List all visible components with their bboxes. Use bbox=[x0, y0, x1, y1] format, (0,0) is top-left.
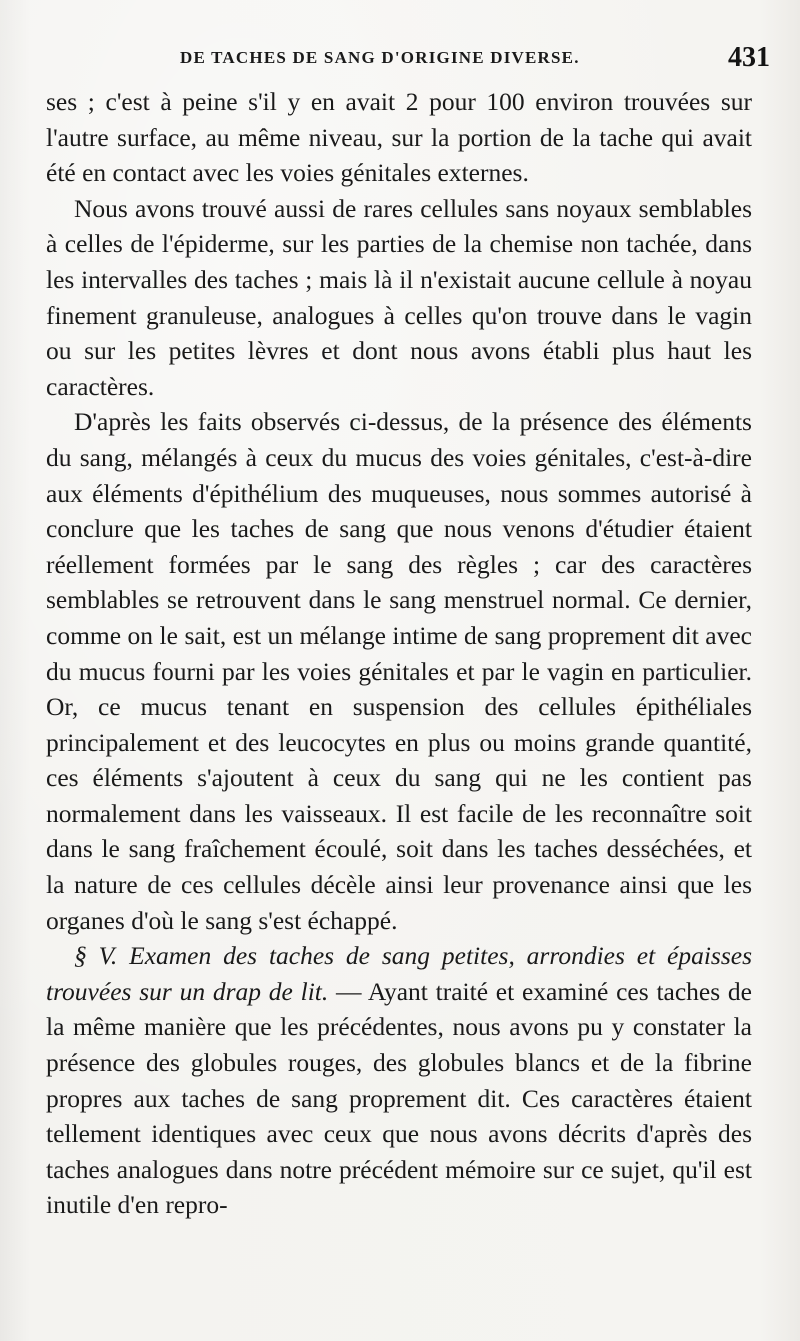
running-title: DE TACHES DE SANG D'ORIGINE DIVERSE. bbox=[180, 48, 580, 67]
body-text bbox=[46, 84, 752, 1223]
page-number: 431 bbox=[728, 42, 770, 73]
paragraph-3: D'après les faits observés ci-dessus, de la présence des éléments du sang, mélangés à ceux du mucus des voies génitales, c'est-à-dire aux éléments d'épithélium des muqueuses, nous sommes autorisé à conclure que les taches de sang que nous venons d'étudier étaient réellement formées par le sang des règles ; car des caractères semblables se retrouvent dans le sang menstruel normal. Ce dernier, comme on le sait, est un mélange intime de sang proprement dit avec du mucus fourni par les voies génitales et par le vagin en particulier. Or, ce mucus tenant en suspension des cellules épithéliales principalement et des leucocytes en plus ou moins grande quantité, ces éléments s'ajoutent à ceux du sang qui ne les contient pas normalement dans les vaisseaux. Il est facile de les reconnaître soit dans le sang fraîchement écoulé, soit dans les taches desséchées, et la nature de ces cellules décèle ainsi leur provenance ainsi que les organes d'où le sang s'est échappé. bbox=[46, 407, 752, 935]
paragraph-4-text: — Ayant traité et examiné ces taches de la même manière que les précédentes, nous avons pu y constater la présence des globules rouges, des globules blancs et de la fibrine propres aux taches de sang proprement dit. Ces caractères étaient tellement identiques avec ceux que nous avons décrits d'après des taches analogues dans notre précédent mémoire sur ce sujet, qu'il est inutile d'en repro- bbox=[46, 976, 752, 1220]
running-header bbox=[150, 42, 770, 76]
paragraph-1: ses ; c'est à peine s'il y en avait 2 pour 100 environ trouvées sur l'autre surface, au même niveau, sur la portion de la tache qui avait été en contact avec les voies génitales externes. bbox=[46, 87, 752, 188]
section-heading: § V. Examen des taches de sang petites, arrondies et épaisses trouvées sur un drap de lit. bbox=[46, 941, 752, 1006]
paragraph-4 bbox=[46, 938, 752, 1223]
paragraph-2: Nous avons trouvé aussi de rares cellules sans noyaux semblables à celles de l'épiderme, sur les parties de la chemise non tachée, dans les intervalles des taches ; mais là il n'existait aucune cellule à noyau finement granuleuse, analogues à celles qu'on trouve dans le vagin ou sur les petites lèvres et dont nous avons établi plus haut les caractères. bbox=[46, 193, 752, 401]
